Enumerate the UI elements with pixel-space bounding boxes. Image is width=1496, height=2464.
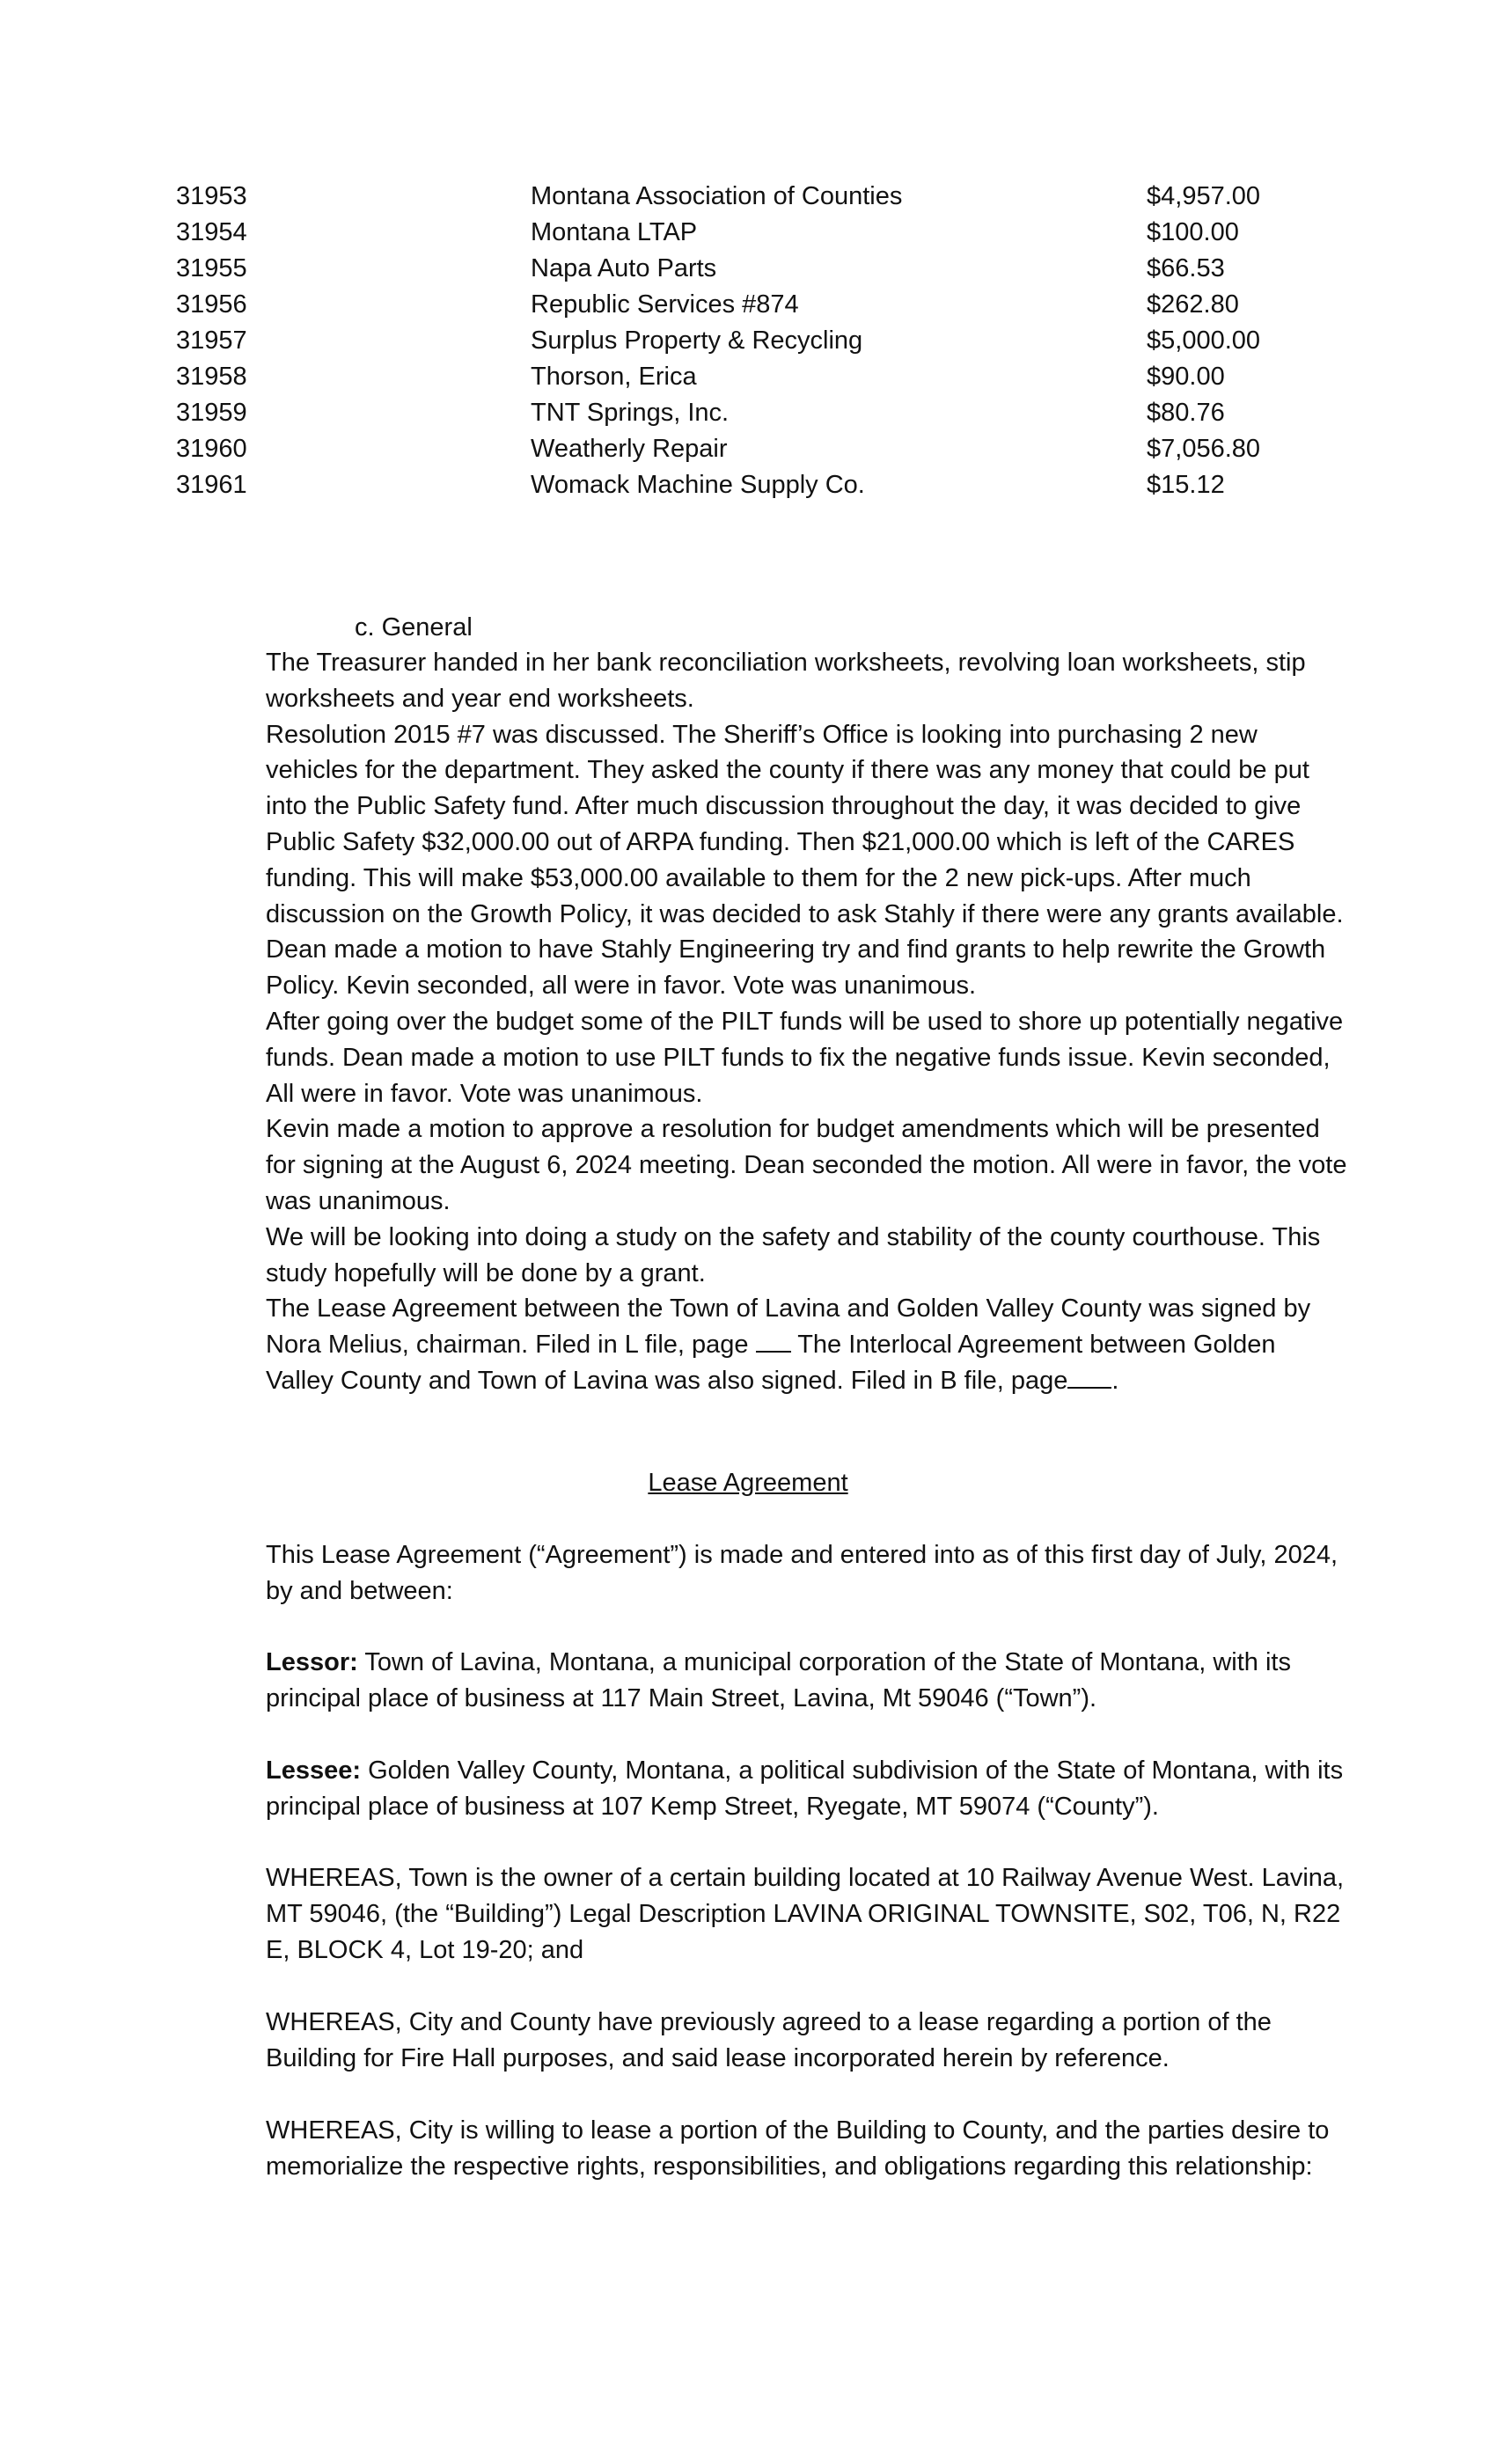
claim-amount: $5,000.00 bbox=[1147, 326, 1261, 355]
table-row bbox=[176, 179, 1338, 215]
claim-amount: $80.76 bbox=[1147, 399, 1225, 427]
table-row bbox=[176, 323, 1338, 359]
claim-number: 31953 bbox=[176, 182, 247, 210]
claim-amount: $7,056.80 bbox=[1147, 435, 1261, 463]
blank-line bbox=[756, 1328, 791, 1353]
table-row bbox=[176, 395, 1338, 431]
claim-amount: $262.80 bbox=[1147, 290, 1239, 319]
section-heading-general: c. General bbox=[355, 613, 473, 642]
paragraph-pilt: After going over the budget some of the PILT funds will be used to shore up potentially negative funds. Dean made a motion to use PILT funds to fix the negative funds issue. Kevin seconded, All were in favor. Vote was unanimous. bbox=[266, 1007, 1344, 1108]
claim-vendor: Weatherly Repair bbox=[531, 435, 728, 463]
claim-amount: $100.00 bbox=[1147, 218, 1239, 246]
claim-vendor: Republic Services #874 bbox=[531, 290, 799, 319]
lessor-label: Lessor: bbox=[266, 1648, 358, 1676]
lessee-paragraph bbox=[266, 1753, 1348, 1825]
general-minutes bbox=[266, 645, 1348, 1399]
claim-vendor: Napa Auto Parts bbox=[531, 254, 717, 282]
blank-line bbox=[1067, 1364, 1111, 1389]
claim-number: 31960 bbox=[176, 435, 247, 463]
claim-number: 31955 bbox=[176, 254, 247, 282]
lessor-text: Town of Lavina, Montana, a municipal corporation of the State of Montana, with its principal place of business at 117 Main Street, Lavina, Mt 59046 (“Town”). bbox=[266, 1648, 1291, 1712]
claim-number: 31954 bbox=[176, 218, 247, 246]
paragraph-lease-signed bbox=[266, 1291, 1348, 1398]
claim-vendor: Womack Machine Supply Co. bbox=[531, 471, 865, 499]
lease-signed-text-c: . bbox=[1111, 1366, 1119, 1395]
claim-amount: $90.00 bbox=[1147, 363, 1225, 391]
lessee-text: Golden Valley County, Montana, a political subdivision of the State of Montana, with its principal place of business at 107 Kemp Street, Ryegate, MT 59074 (“County”). bbox=[266, 1756, 1344, 1821]
claim-vendor: Montana Association of Counties bbox=[531, 182, 903, 210]
paragraph-courthouse-study: We will be looking into doing a study on the safety and stability of the county courthouse. This study hopefully will be done by a grant. bbox=[266, 1222, 1321, 1287]
table-row bbox=[176, 359, 1338, 395]
lessor-paragraph bbox=[266, 1645, 1348, 1717]
whereas-previous-lease: WHEREAS, City and County have previously agreed to a lease regarding a portion of the Building for Fire Hall purposes, and said lease incorporated herein by reference. bbox=[266, 2008, 1272, 2072]
lease-agreement-title: Lease Agreement bbox=[648, 1469, 848, 1497]
claim-number: 31957 bbox=[176, 326, 247, 355]
claim-vendor: Thorson, Erica bbox=[531, 363, 697, 391]
lease-signed-text-a: The Lease Agreement between the Town of Lavina and Golden Valley County was signed by Nora Melius, chairman. Filed in L file, page bbox=[266, 1294, 1311, 1360]
table-row bbox=[176, 431, 1338, 467]
whereas-willing: WHEREAS, City is willing to lease a portion of the Building to County, and the parties desire to memorialize the respective rights, responsibilities, and obligations regarding this relationship: bbox=[266, 2116, 1330, 2181]
claim-amount: $4,957.00 bbox=[1147, 182, 1261, 210]
table-row bbox=[176, 251, 1338, 287]
claim-amount: $15.12 bbox=[1147, 471, 1225, 499]
claim-number: 31958 bbox=[176, 363, 247, 391]
claims-table bbox=[176, 179, 1338, 503]
claim-amount: $66.53 bbox=[1147, 254, 1225, 282]
paragraph-treasurer: The Treasurer handed in her bank reconciliation worksheets, revolving loan worksheets, stip worksheets and year end worksheets. bbox=[266, 649, 1306, 713]
claim-vendor: TNT Springs, Inc. bbox=[531, 399, 730, 427]
lease-signed-text-b: The Interlocal Agreement between Golden Valley County and Town of Lavina was also signed. Filed in B file, page bbox=[266, 1331, 1276, 1395]
paragraph-resolution: Resolution 2015 #7 was discussed. The Sheriff’s Office is looking into purchasing 2 new vehicles for the department. They asked the county if there was any money that could be put into the Public Safety fund. After much discussion throughout the day, it was decided to give Public Safety $32,000.00 out of ARPA funding. Then $21,000.00 which is left of the CARES funding. This will make $53,000.00 available to them for the 2 new pick-ups. After much discussion on the Growth Policy, it was decided to ask Stahly if there were any grants available. Dean made a motion to have Stahly Engineering try and find grants to help rewrite the Growth Policy. Kevin seconded, all were in favor. Vote was unanimous. bbox=[266, 720, 1344, 1001]
claim-number: 31961 bbox=[176, 471, 247, 499]
claim-number: 31956 bbox=[176, 290, 247, 319]
table-row bbox=[176, 467, 1338, 503]
lease-intro: This Lease Agreement (“Agreement”) is made and entered into as of this first day of July, 2024, by and between: bbox=[266, 1541, 1338, 1605]
claim-vendor: Montana LTAP bbox=[531, 218, 698, 246]
table-row bbox=[176, 215, 1338, 251]
paragraph-budget-amendments: Kevin made a motion to approve a resolution for budget amendments which will be presented for signing at the August 6, 2024 meeting. Dean seconded the motion. All were in favor, the vote was unanimous. bbox=[266, 1115, 1347, 1215]
lessee-label: Lessee: bbox=[266, 1756, 362, 1785]
table-row bbox=[176, 287, 1338, 323]
whereas-building: WHEREAS, Town is the owner of a certain building located at 10 Railway Avenue West. Lavina, MT 59046, (the “Building”) Legal Description LAVINA ORIGINAL TOWNSITE, S02, T06, N, R22 E, BLOCK 4, Lot 19-20; and bbox=[266, 1864, 1345, 1964]
claim-vendor: Surplus Property & Recycling bbox=[531, 326, 863, 355]
claim-number: 31959 bbox=[176, 399, 247, 427]
